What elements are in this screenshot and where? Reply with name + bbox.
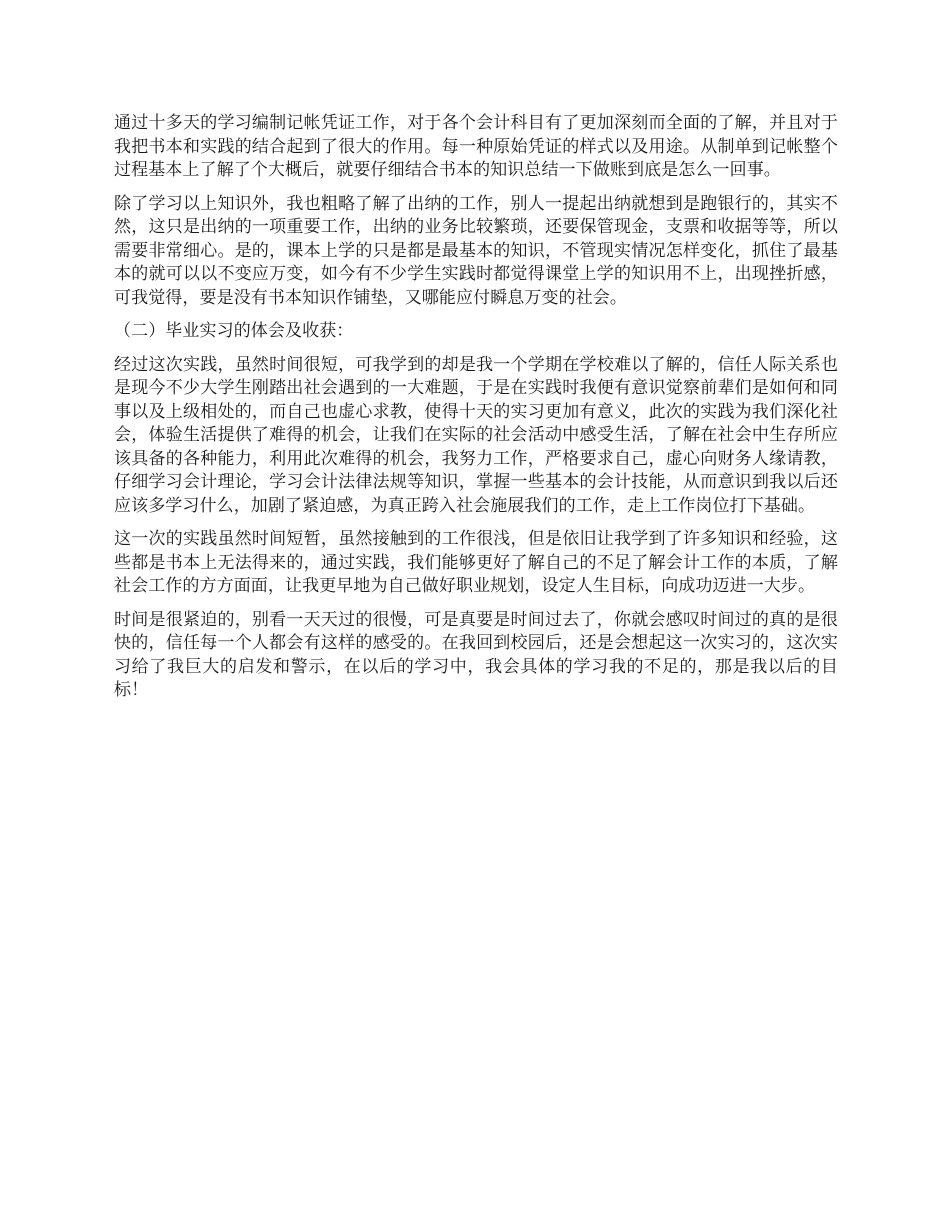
document-body — [114, 112, 838, 713]
section-heading: （二）毕业实习的体会及收获： — [114, 321, 354, 341]
paragraph-5: 时间是很紧迫的，别看一天天过的很慢，可是真要是时间过去了，你就会感叹时间过的真的是很快的，信任每一个人都会有这样的感受的。在我回到校园后，还是会想起这一次实习的，这次实习给了我巨大的启发和警示，在以后的学习中，我会具体的学习我的不足的，那是我以后的目标！ — [114, 609, 838, 700]
paragraph-1: 通过十多天的学习编制记帐凭证工作，对于各个会计科目有了更加深刻而全面的了解，并且对于我把书本和实践的结合起到了很大的作用。每一种原始凭证的样式以及用途。从制单到记帐整个过程基本上了解了个大概后，就要仔细结合书本的知识总结一下做账到底是怎么一回事。 — [114, 113, 838, 180]
paragraph-2: 除了学习以上知识外，我也粗略了解了出纳的工作，别人一提起出纳就想到是跑银行的，其实不然，这只是出纳的一项重要工作，出纳的业务比较繁琐，还要保管现金，支票和收据等等，所以需要非常细心。是的，课本上学的只是都是最基本的知识，不管现实情况怎样变化，抓住了最基本的就可以以不变应万变，如今有不少学生实践时都觉得课堂上学的知识用不上，出现挫折感，可我觉得，要是没有书本知识作铺垫，又哪能应付瞬息万变的社会。 — [114, 193, 838, 308]
paragraph-3: 经过这次实践，虽然时间很短，可我学到的却是我一个学期在学校难以了解的，信任人际关系也是现今不少大学生刚踏出社会遇到的一大难题，于是在实践时我便有意识觉察前辈们是如何和同事以及上级相处的，而自己也虚心求教，使得十天的实习更加有意义，此次的实践为我们深化社会，体验生活提供了难得的机会，让我们在实际的社会活动中感受生活，了解在社会中生存所应该具备的各种能力，利用此次难得的机会，我努力工作，严格要求自己，虚心向财务人缘请教，仔细学习会计理论，学习会计法律法规等知识，掌握一些基本的会计技能，从而意识到我以后还应该多学习什么，加剧了紧迫感，为真正跨入社会施展我们的工作，走上工作岗位打下基础。 — [114, 354, 838, 516]
paragraph-4: 这一次的实践虽然时间短暂，虽然接触到的工作很浅，但是依旧让我学到了许多知识和经验，这些都是书本上无法得来的，通过实践，我们能够更好了解自己的不足了解会计工作的本质，了解社会工作的方方面面，让我更早地为自己做好职业规划，设定人生目标，向成功迈进一大步。 — [114, 529, 838, 596]
